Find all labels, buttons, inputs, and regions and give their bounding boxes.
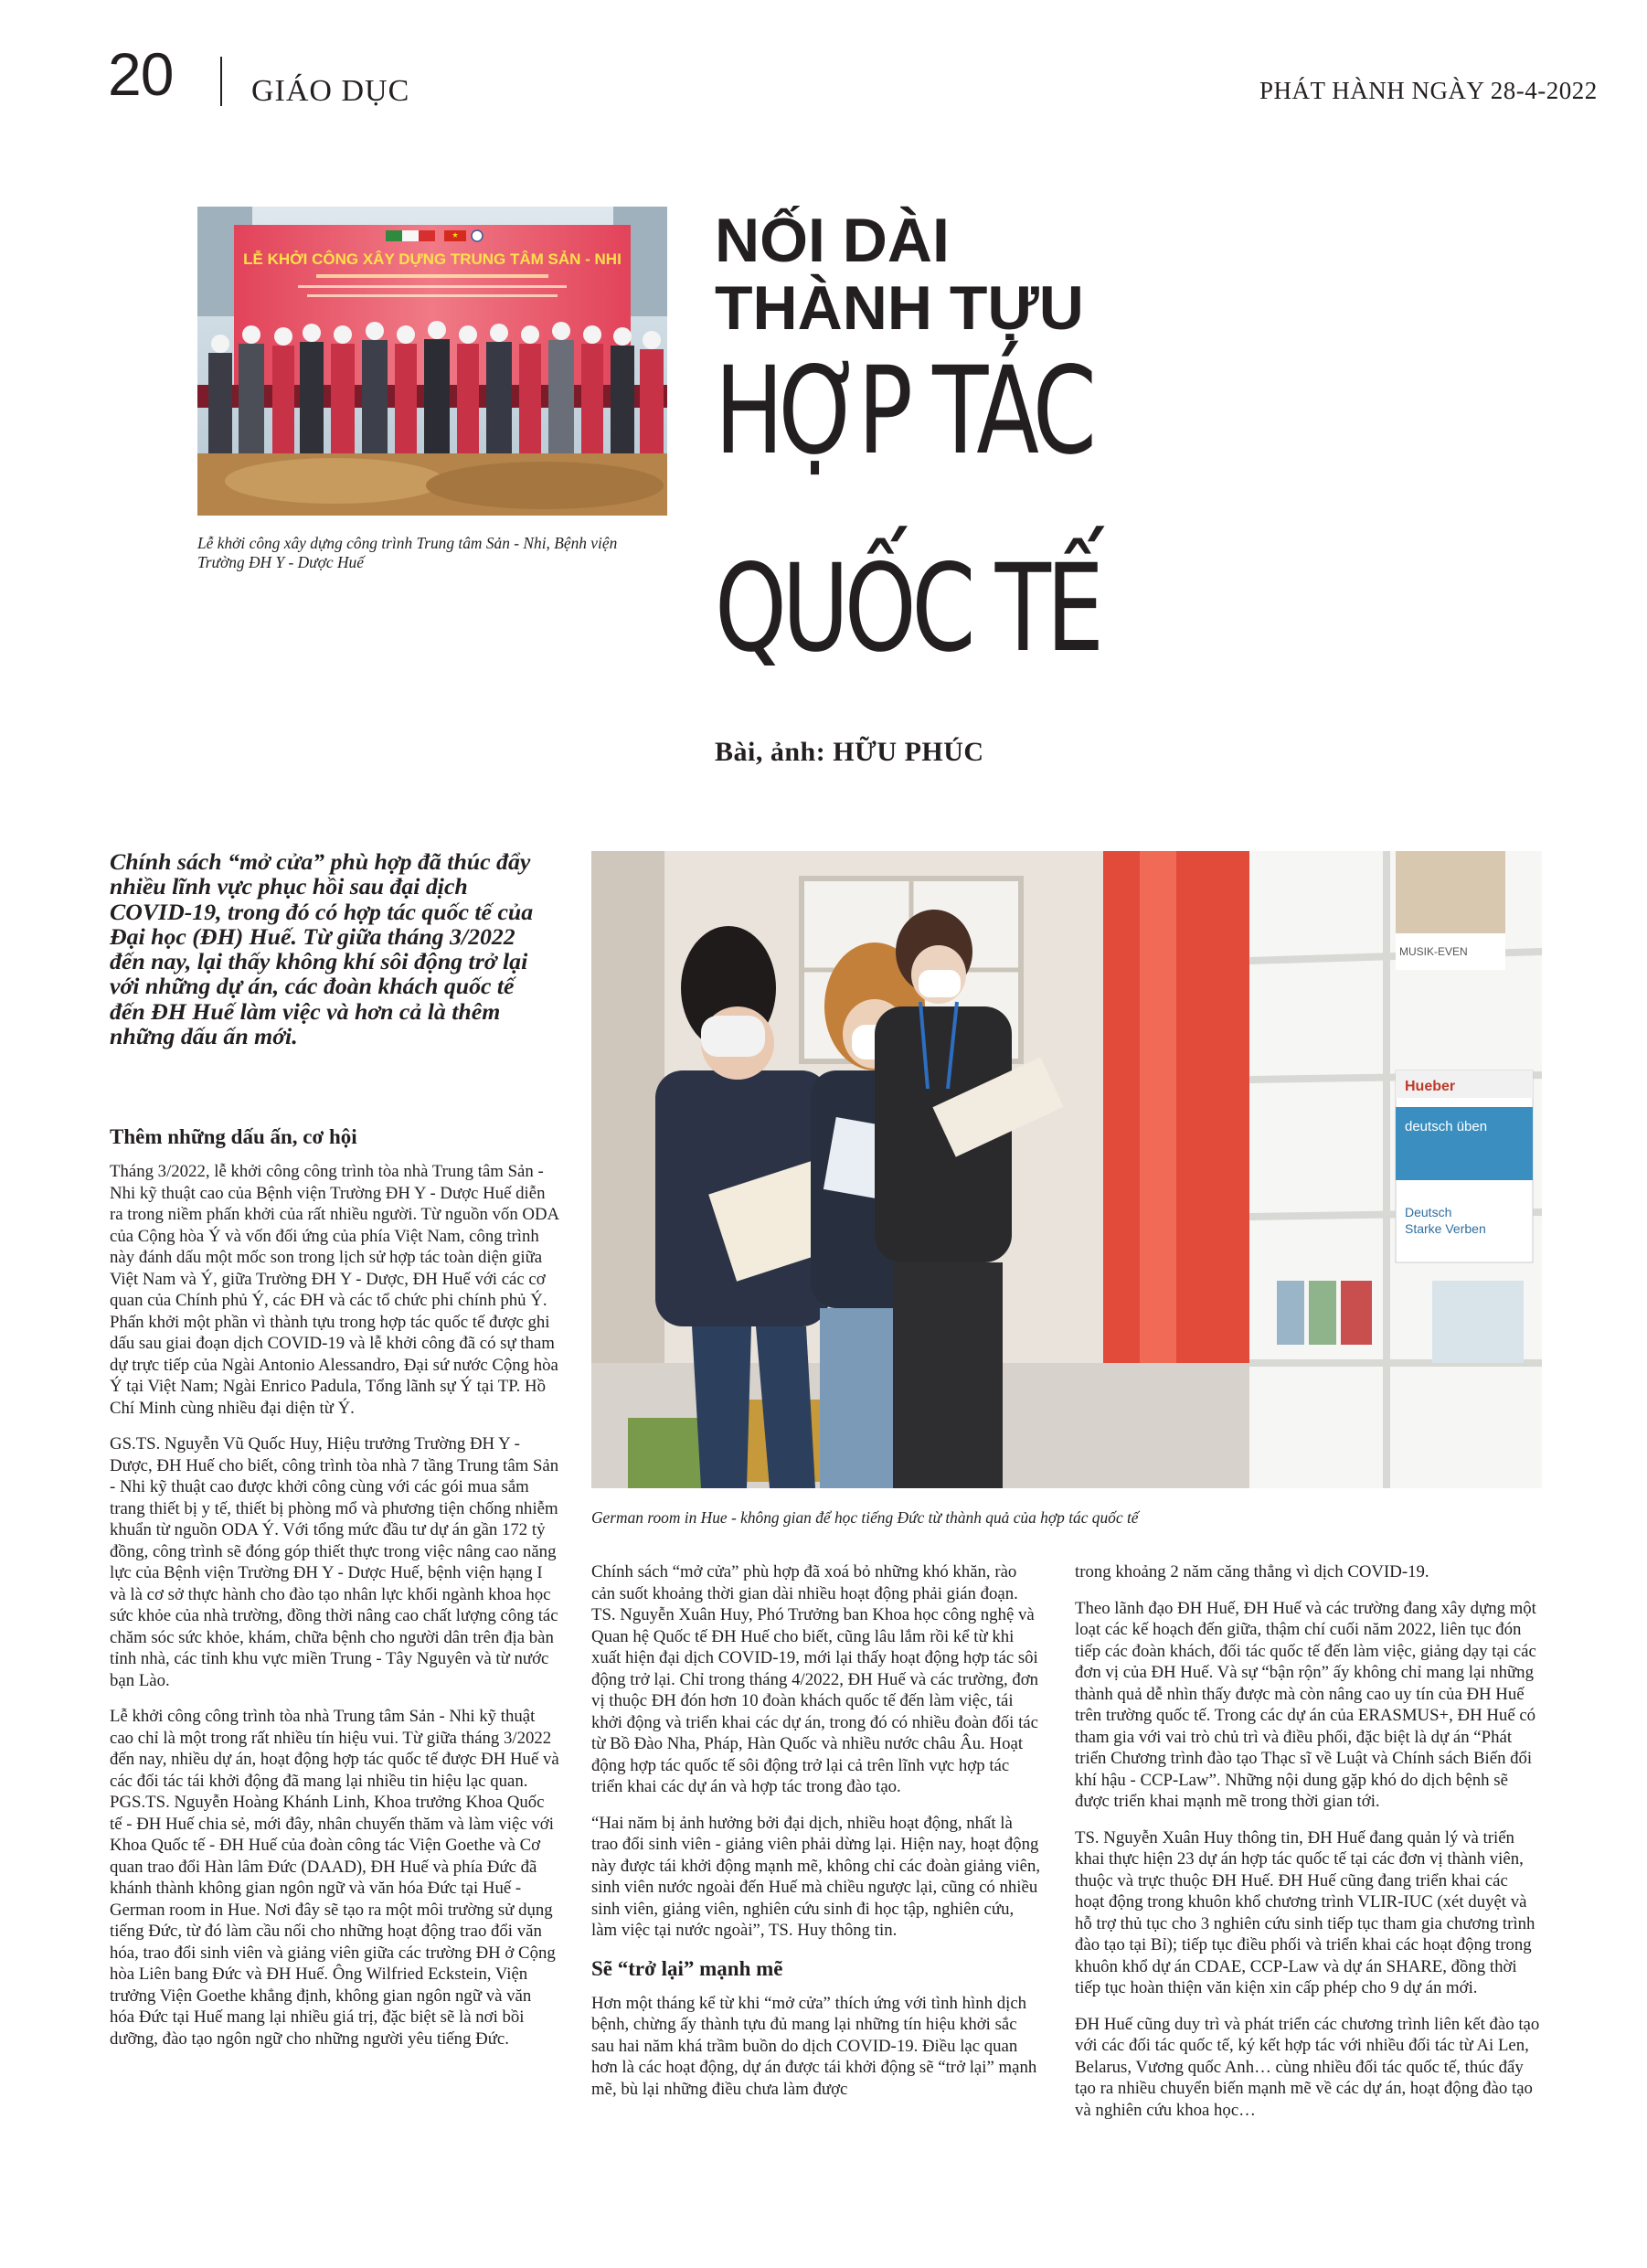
section-heading-1: Thêm những dấu ấn, cơ hội (110, 1125, 357, 1148)
col3-paragraph-3: TS. Nguyễn Xuân Huy thông tin, ĐH Huế đang quản lý và triển khai thực hiện 23 dự án hợp tác quốc tế tại các đơn vị thành viên, thuộc và trực thuộc ĐH Huế. ĐH Huế cũng đang triển khai các hoạt động trong khuôn khổ chương trình VLIR-IUC (xét duyệt và hỗ trợ thủ tục cho 3 nghiên cứu sinh tiếp tục tham gia chương trình đào tạo tại Bỉ); tiếp tục điều phối và triển khai các hoạt động trong khuôn khổ dự án CDAE, CCP-Law và dự án SHARE, đồng thời tiếp tục hoàn thiện văn kiện xin cấp phép cho 9 dự án mới. (1075, 1827, 1535, 1997)
article-column-1 (110, 1124, 559, 2064)
col3-paragraph-4: ĐH Huế cũng duy trì và phát triển các chương trình liên kết đào tạo với các đối tác quốc tế, ký kết hợp tác với nhiều đối tác từ Ai Len, Belarus, Vương quốc Anh… cùng nhiều đối tác quốc tế, thúc đẩy tạo ra nhiều chuyển biến mạnh mẽ về các dự án, hoạt động đào tạo và nghiên cứu khoa học… (1075, 2014, 1540, 2120)
german-room-caption: German room in Hue - không gian để học tiếng Đức từ thành quả của hợp tác quốc tế (591, 1508, 1139, 1527)
book2-title: MUSIK-EVEN (1399, 945, 1468, 958)
col2-paragraph-1: Chính sách “mở cửa” phù hợp đã xoá bỏ những khó khăn, rào cản suốt khoảng thời gian dài nhiều hoạt động phải gián đoạn. TS. Nguyễn Xuân Huy, Phó Trưởng ban Khoa học công nghệ và Quan hệ Quốc tế ĐH Huế cho biết, cũng lâu lắm rồi kể từ khi xuất hiện đại dịch COVID-19, mới lại thấy hoạt động hợp tác sôi động trở lại. Chỉ trong tháng 4/2022, ĐH Huế và các trường, đơn vị thuộc ĐH đón hơn 10 đoàn khách quốc tế đến làm việc, tái khởi động và triển khai các dự án, trong đó có nhiều đoàn đối tác từ Bồ Đào Nha, Pháp, Hàn Quốc và nhiều nước châu Âu. Hoạt động hợp tác quốc tế sôi động trở lại cả trên lĩnh vực hợp tác triển khai các dự án và hợp tác trong đào tạo. (591, 1562, 1039, 1796)
lead-paragraph: Chính sách “mở cửa” phù hợp đã thúc đẩy nhiều lĩnh vực phục hồi sau đại dịch COVID-19, trong đó có hợp tác quốc tế của Đại học (ĐH) Huế. Từ giữa tháng 3/2022 đến nay, lại thấy không khí sôi động trở lại với những dự án, các đoàn khách quốc tế đến ĐH Huế làm việc và hơn cả là thêm những dấu ấn mới. (110, 848, 534, 1050)
german-room-photo (591, 851, 1542, 1488)
section-heading-2: Sẽ “trở lại” mạnh mẽ (591, 1956, 783, 1980)
col1-paragraph-1: Tháng 3/2022, lễ khởi công công trình tòa nhà Trung tâm Sản - Nhi kỹ thuật cao của Bệnh viện Trường ĐH Y - Dược Huế diễn ra trong niềm phấn khởi của rất nhiều người. Từ nguồn vốn ODA của Cộng hòa Ý và vốn đối ứng của phía Việt Nam, công trình này đánh dấu một mốc son trong lịch sử hợp tác toàn diện giữa Việt Nam và Ý, giữa Trường ĐH Y - Dược, ĐH Huế với các cơ quan của Chính phủ Ý, các ĐH và các tổ chức phi chính phủ Ý. Phấn khởi một phần vì thành tựu trong hợp tác quốc tế được ghi dấu sau giai đoạn dịch COVID-19 và lễ khởi công đã có sự tham dự trực tiếp của Ngài Antonio Alessandro, Đại sứ nước Cộng hòa Ý tại Việt Nam; Ngài Enrico Padula, Tổng lãnh sự Ý tại TP. Hồ Chí Minh cùng nhiều đại diện từ Ý. (110, 1162, 559, 1418)
col3-paragraph-1: trong khoảng 2 năm căng thẳng vì dịch COVID-19. (1075, 1562, 1429, 1581)
title-line-1: NỐI DÀI (715, 206, 950, 275)
book-subtitle: Starke Verben (1405, 1221, 1486, 1236)
col1-paragraph-2: GS.TS. Nguyễn Vũ Quốc Huy, Hiệu trưởng Trường ĐH Y - Dược, ĐH Huế cho biết, công trình tòa nhà 7 tầng Trung tâm Sản - Nhi kỹ thuật cao được khởi công cùng với các gói mua sắm trang thiết bị y tế, thiết bị phòng mổ và phương tiện chống nhiễm khuẩn từ nguồn ODA Ý. Với tổng mức đầu tư dự án gần 172 tỷ đồng, công trình sẽ đóng góp thiết thực trong việc nâng cao năng lực của Bệnh viện Trường ĐH Y - Dược Huế, bệnh viện hạng I và là cơ sở thực hành cho đào tạo nhân lực khối ngành khoa học sức khỏe của nhà trường, đồng thời nâng cao chất lượng công tác chăm sóc sức khỏe, khám, chữa bệnh cho người dân trên địa bàn tỉnh nhà, các tỉnh khu vực miền Trung - Tây Nguyên và từ nước bạn Lào. (110, 1434, 559, 1690)
groundbreaking-caption: Lễ khởi công xây dựng công trình Trung tâm Sản - Nhi, Bệnh viện Trường ĐH Y - Dược Huế (197, 534, 618, 571)
issue-date: PHÁT HÀNH NGÀY 28-4-2022 (1259, 77, 1598, 104)
col3-paragraph-2: Theo lãnh đạo ĐH Huế, ĐH Huế và các trường đang xây dựng một loạt các kế hoạch đến giữa, thậm chí cuối năm 2022, liên tục đón tiếp các đoàn khách, đối tác quốc tế đến làm việc, giảng dạy tại các đơn vị của ĐH Huế. Và sự “bận rộn” ấy không chỉ mang lại những thành quả dễ nhìn thấy được mà còn nâng cao uy tín của ĐH Huế trên trường quốc tế. Trong các dự án của ERASMUS+, ĐH Huế có tham gia với vai trò chủ trì và điều phối, đặc biệt là dự án “Phát triển Chương trình đào tạo Thạc sĩ về Luật và Chính sách Biến đổi khí hậu - CCP-Law”. Những nội dung gặp khó do dịch bệnh sẽ được triển khai mạnh mẽ trong thời gian tới. (1075, 1598, 1536, 1811)
book-brand: Hueber (1405, 1079, 1456, 1094)
article-column-3 (1075, 1561, 1541, 2135)
title-line-4: QUỐC TẾ (715, 538, 1100, 679)
section-name: GIÁO DỤC (251, 74, 410, 108)
book-title: deutsch üben (1405, 1119, 1488, 1134)
col2-paragraph-3: Hơn một tháng kể từ khi “mở cửa” thích ứng với tình hình dịch bệnh, chừng ấy thành tựu đủ mang lại những tín hiệu khởi sắc sau hai năm khá trầm buồn do dịch COVID-19. Điều lạc quan hơn là các hoạt động, dự án được tái khởi động sẽ “trở lại” mạnh mẽ, bù lại những điều chưa làm được (591, 1993, 1037, 2099)
groundbreaking-photo (197, 207, 667, 516)
banner-text: LỄ KHỞI CÔNG XÂY DỰNG TRUNG TÂM SẢN - NHI (243, 250, 622, 268)
article-column-2 (591, 1561, 1041, 2114)
header-divider (220, 57, 222, 106)
col1-paragraph-3: Lễ khởi công công trình tòa nhà Trung tâm Sản - Nhi kỹ thuật cao chỉ là một trong rất nhiều tín hiệu vui. Từ giữa tháng 3/2022 đến nay, nhiều dự án, hoạt động hợp tác quốc tế được ĐH Huế và các đối tác tái khởi động đã mang lại nhiều tin hiệu lạc quan. PGS.TS. Nguyễn Hoàng Khánh Linh, Khoa trưởng Khoa Quốc tế - ĐH Huế chia sẻ, mới đây, nhân chuyến thăm và làm việc với Khoa Quốc tế - ĐH Huế của đoàn công tác Viện Goethe và Cơ quan trao đổi Hàn lâm Đức (DAAD), ĐH Huế và phía Đức đã khánh thành không gian ngôn ngữ và văn hóa Đức tại Huế - German room in Hue. Nơi đây sẽ tạo ra một môi trường sử dụng tiếng Đức, từ đó làm cầu nối cho những hoạt động trao đổi văn hóa, trao đổi sinh viên và giảng viên giữa các trường ĐH ở Cộng hòa Liên bang Đức và ĐH Huế. Ông Wilfried Eckstein, Viện trưởng Viện Goethe khẳng định, không gian ngôn ngữ và văn hóa Đức tại Huế mang lại nhiều giá trị, đặc biệt sẽ là nơi bồi dưỡng, đào tạo ngôn ngữ cho những người yêu tiếng Đức. (110, 1707, 559, 2049)
page-number: 20 (108, 40, 174, 108)
book-label: Deutsch (1405, 1205, 1452, 1219)
col2-paragraph-2: “Hai năm bị ảnh hưởng bởi đại dịch, nhiều hoạt động, nhất là trao đổi sinh viên - giảng viên phải dừng lại. Hiện nay, hoạt động này được tái khởi động mạnh mẽ, không chỉ các đoàn giảng viên, sinh viên nước ngoài đến Huế mà chiều ngược lại, cũng có nhiều sinh viên, giảng viên, nghiên cứu sinh đi học tập, nghiên cứu, làm việc tại nước ngoài”, TS. Huy thông tin. (591, 1813, 1041, 1940)
title-line-2: THÀNH TỰU (715, 273, 1084, 343)
byline: Bài, ảnh: HỮU PHÚC (715, 737, 984, 767)
title-line-3: HỢP TÁC (715, 341, 1092, 482)
